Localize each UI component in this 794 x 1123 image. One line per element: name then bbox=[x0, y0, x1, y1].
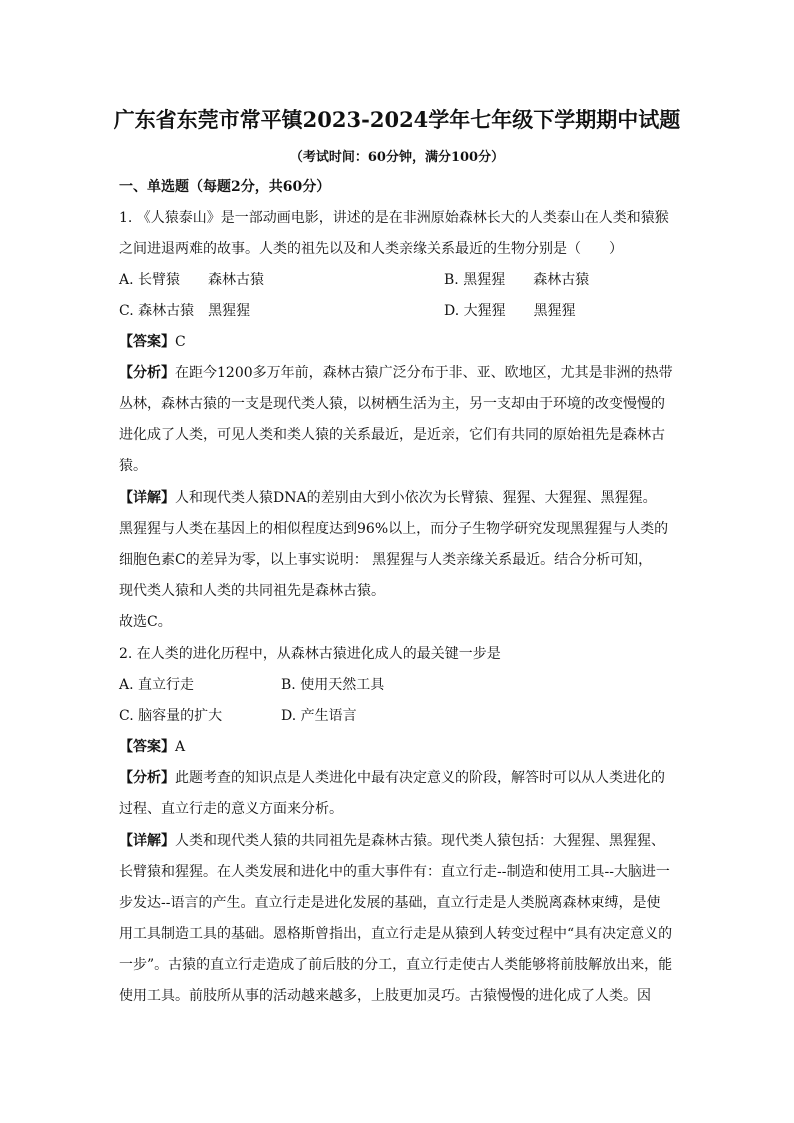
question-1-detail-line2: 黑猩猩与人类在基因上的相似程度达到96%以上，而分子生物学研究发现黑猩猩与人类的 bbox=[119, 521, 669, 537]
exam-info: （考试时间：60分钟，满分100分） bbox=[289, 150, 505, 165]
analysis-tag: 【分析】 bbox=[119, 770, 175, 786]
detail-text: 人类和现代类人猿的共同祖先是森林古猿。现代类人猿包括：大猩猩、黑猩猩、 bbox=[175, 833, 665, 849]
question-1-detail-line3: 细胞色素C的差异为零，以上事实说明： 黑猩猩与人类亲缘关系最近。结合分析可知， bbox=[119, 552, 653, 568]
question-2-text: 2. 在人类的进化历程中，从森林古猿进化成人的最关键一步是 bbox=[119, 646, 501, 662]
question-2-analysis-line2: 过程、直立行走的意义方面来分析。 bbox=[119, 801, 343, 817]
question-2-option-b: B. 使用天然工具 bbox=[281, 677, 385, 693]
answer-value: C bbox=[175, 334, 186, 350]
detail-tag: 【详解】 bbox=[119, 833, 175, 849]
question-2-detail-line2: 长臂猿和猩猩。在人类发展和进化中的重大事件有：直立行走--制造和使用工具--大脑进一 bbox=[119, 864, 670, 880]
question-1-detail-line4: 现代类人猿和人类的共同祖先是森林古猿。 bbox=[119, 583, 385, 599]
question-2-option-a: A. 直立行走 bbox=[119, 677, 195, 693]
analysis-tag: 【分析】 bbox=[119, 365, 175, 381]
document-title: 广东省东莞市常平镇2023-2024学年七年级下学期期中试题 bbox=[113, 107, 681, 132]
question-1-analysis-line1 bbox=[119, 364, 673, 382]
question-2-detail-line5: 一步”。古猿的直立行走造成了前后肢的分工，直立行走使古人类能够将前肢解放出来，能 bbox=[119, 957, 673, 973]
question-1-option-a: A. 长臂猿 森林古猿 bbox=[119, 272, 265, 288]
question-1-text-line1: 1. 《人猿泰山》是一部动画电影，讲述的是在非洲原始森林长大的人类泰山在人类和猿猴 bbox=[119, 210, 669, 226]
answer-value: A bbox=[175, 739, 186, 755]
question-2-detail-line3: 步发达--语言的产生。直立行走是进化发展的基础，直立行走是人类脱离森林束缚，是使 bbox=[119, 895, 661, 911]
question-1-analysis-line4: 猿。 bbox=[119, 458, 147, 474]
question-1-option-d: D. 大猩猩 黑猩猩 bbox=[444, 303, 576, 319]
detail-tag: 【详解】 bbox=[119, 490, 175, 506]
analysis-text: 此题考查的知识点是人类进化中最有决定意义的阶段，解答时可以从人类进化的 bbox=[175, 770, 665, 786]
question-1-conclusion: 故选C。 bbox=[119, 614, 172, 630]
question-1-analysis-line3: 进化成了人类，可见人类和类人猿的关系最近，是近亲，它们有共同的原始祖先是森林古 bbox=[119, 427, 665, 443]
question-2-option-d: D. 产生语言 bbox=[281, 708, 357, 724]
question-1-option-b: B. 黑猩猩 森林古猿 bbox=[444, 272, 590, 288]
detail-text: 人和现代类人猿DNA的差别由大到小依次为长臂猿、猩猩、大猩猩、黑猩猩。 bbox=[175, 490, 657, 506]
section-heading: 一、单选题（每题2分，共60分） bbox=[119, 179, 331, 195]
question-2-option-c: C. 脑容量的扩大 bbox=[119, 708, 223, 724]
question-2-detail-line4: 用工具制造工具的基础。恩格斯曾指出，直立行走是从猿到人转变过程中“具有决定意义的 bbox=[119, 926, 673, 942]
question-2-answer bbox=[119, 738, 185, 756]
question-1-answer bbox=[119, 333, 186, 351]
question-2-analysis-line1 bbox=[119, 769, 665, 787]
analysis-text: 在距今1200多万年前，森林古猿广泛分布于非、亚、欧地区，尤其是非洲的热带 bbox=[175, 365, 673, 381]
question-2-detail-line1 bbox=[119, 832, 665, 850]
question-1-text-line2: 之间进退两难的故事。人类的祖先以及和人类亲缘关系最近的生物分别是（ ） bbox=[119, 241, 623, 257]
question-2-detail-line6: 使用工具。前肢所从事的活动越来越多，上肢更加灵巧。古猿慢慢的进化成了人类。因 bbox=[119, 988, 651, 1004]
question-1-option-c: C. 森林古猿 黑猩猩 bbox=[119, 303, 251, 319]
answer-tag: 【答案】 bbox=[119, 739, 175, 755]
answer-tag: 【答案】 bbox=[119, 334, 175, 350]
question-1-detail-line1 bbox=[119, 489, 657, 507]
question-1-analysis-line2: 丛林，森林古猿的一支是现代类人猿，以树栖生活为主，另一支却由于环境的改变慢慢的 bbox=[119, 396, 665, 412]
